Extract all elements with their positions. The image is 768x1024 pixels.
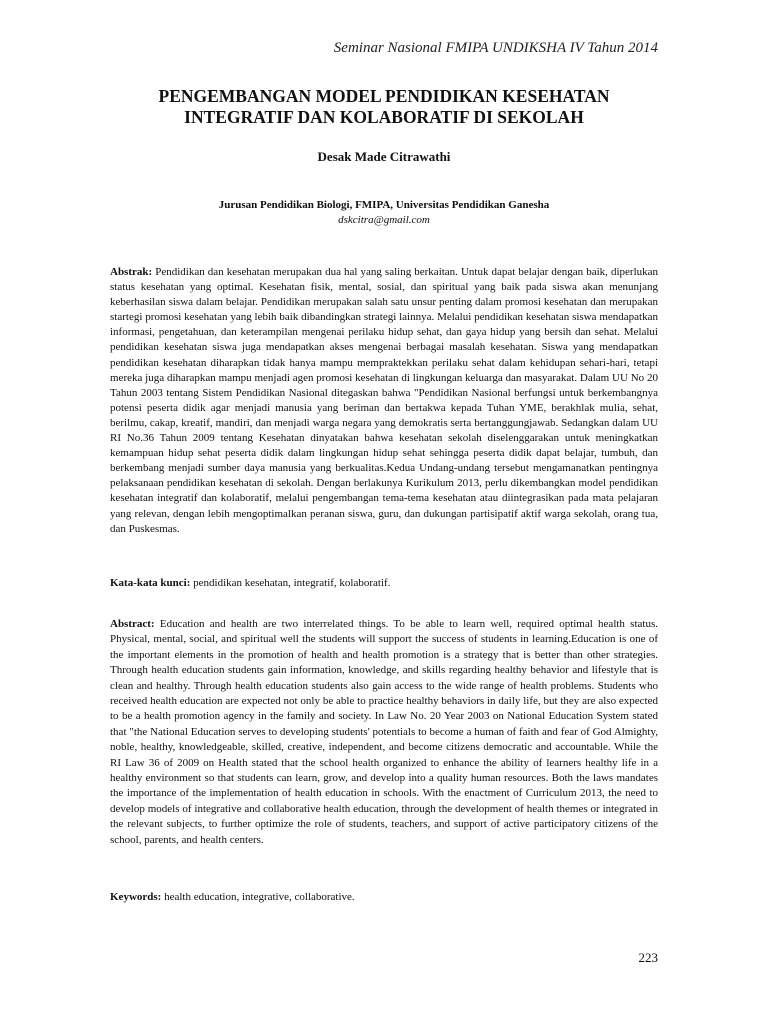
abstrak-label: Abstrak: [110,266,153,278]
kata-kunci-text: pendidikan kesehatan, integratif, kolaboratif. [193,577,391,589]
author-affiliation: Jurusan Pendidikan Biologi, FMIPA, Universitas Pendidikan Ganesha [218,199,550,211]
abstrak-section [110,265,658,537]
keywords-text: health education, integrative, collaborative. [164,891,355,903]
abstract-label: Abstract: [110,618,155,630]
conference-header: Seminar Nasional FMIPA UNDIKSHA IV Tahun 2014 [333,40,658,56]
author-email: dskcitra@gmail.com [338,214,430,226]
abstract-section [110,617,658,848]
title-line-1: PENGEMBANGAN MODEL PENDIDIKAN KESEHATAN [158,86,610,106]
kata-kunci-section [110,576,658,591]
abstrak-text: Pendidikan dan kesehatan merupakan dua hal yang saling berkaitan. Untuk dapat belajar dengan baik, diperlukan status kesehatan yang optimal. Kesehatan fisik, mental, sosial, dan spiritual yang baik pada siswa akan menunjang keberhasilan siswa dalam belajar. Pendidikan merupakan salah satu unsur penting dalam promosi kesehatan dan merupakan startegi promosi kesehatan yang lebih baik dibandingkan strategi lainnya. Melalui pendidikan kesehatan siswa mendapatkan informasi, pengetahuan, dan keterampilan mengenai perilaku hidup sehat, dan gaya hidup yang bersih dan sehat. Melalui pendidikan kesehatan siswa juga mendapatkan akses mengenai berbagai masalah kesehatan. Siswa yang mendapatkan pendidikan kesehatan diharapkan tidak hanya mampu mempraktekkan perilaku sehat dalam kehidupan sehari-hari, tetapi mereka juga diharapkan mampu menjadi agen promosi kesehatan di lingkungan keluarga dan masyarakat. Dalam UU No 20 Tahun 2003 tentang Sistem Pendidikan Nasional ditegaskan bahwa "Pendidikan Nasional berfungsi untuk berkembangnya potensi peserta didik agar menjadi manusia yang beriman dan bertakwa kepada Tuhan YME, berakhlak mulia, sehat, berilmu, cakap, kreatif, mandiri, dan menjadi warga negara yang demokratis serta bertanggungjawab. Sedangkan dalam UU RI No.36 Tahun 2009 tentang Kesehatan dinyatakan bahwa kesehatan sekolah diselenggarakan untuk meningkatkan kemampuan hidup sehat peserta didik dalam lingkungan hidup sehat sehingga peserta didik dapat belajar, tumbuh, dan berkembang menjadi sumber daya manusia yang berkualitas.Kedua Undang-undang tersebut mengamanatkan pentingnya pelaksanaan pendidikan kesehatan di sekolah. Dengan berlakunya Kurikulum 2013, perlu dikembangkan model pendidikan kesehatan integratif dan kolaboratif, melalui pengembangan tema-tema kesehatan atau diintegrasikan pada mata pelajaran yang relevan, dengan lebih mengoptimalkan peranan siswa, guru, dan dukungan partisipatif aktif warga sekolah, orang tua, dan Puskesmas. [110,266,659,535]
author-name: Desak Made Citrawathi [317,149,451,164]
abstract-text: Education and health are two interrelated things. To be able to learn well, required optimal health status. Physical, mental, social, and spiritual well the students will support the success of students in learning.Education is one of the important elements in the promotion of health and health promotion is a strategy that is better than other strategies. Through health education students gain information, knowledge, and skills regarding healthy behavior and lifestyle that is clean and healthy. Through health education students also gain access to the wide range of health problems. Students who received health education are expected not only be able to practice healthy behaviors in daily life, but they are also expected to be a health promotion agency in the family and society. In Law No. 20 Year 2003 on National Education System stated that "the National Education serves to developing students' potentials to become a human of faith and fear of God Almighty, noble, healthy, knowledgeable, skilled, creative, independent, and become citizens democratic and accountable. While the RI Law 36 of 2009 on Health stated that the school health organized to enhance the ability of learners healthy life in a healthy environment so that students can learn, grow, and develop into a quality human resources. Both the laws mandates the importance of the implementation of health education in schools. With the enactment of Curriculum 2013, the need to develop models of integrative and collaborative health education, through the development of health themes or integrated in the relevant subjects, to further optimize the role of students, teachers, and support of active participatory citizens of the school, parents, and health centers. [110,618,658,846]
page-number: 223 [638,950,658,965]
paper-title [110,86,658,128]
title-line-2: INTEGRATIF DAN KOLABORATIF DI SEKOLAH [184,107,584,127]
keywords-section [110,890,658,905]
kata-kunci-label: Kata-kata kunci: [110,577,191,589]
keywords-label: Keywords: [110,891,162,903]
